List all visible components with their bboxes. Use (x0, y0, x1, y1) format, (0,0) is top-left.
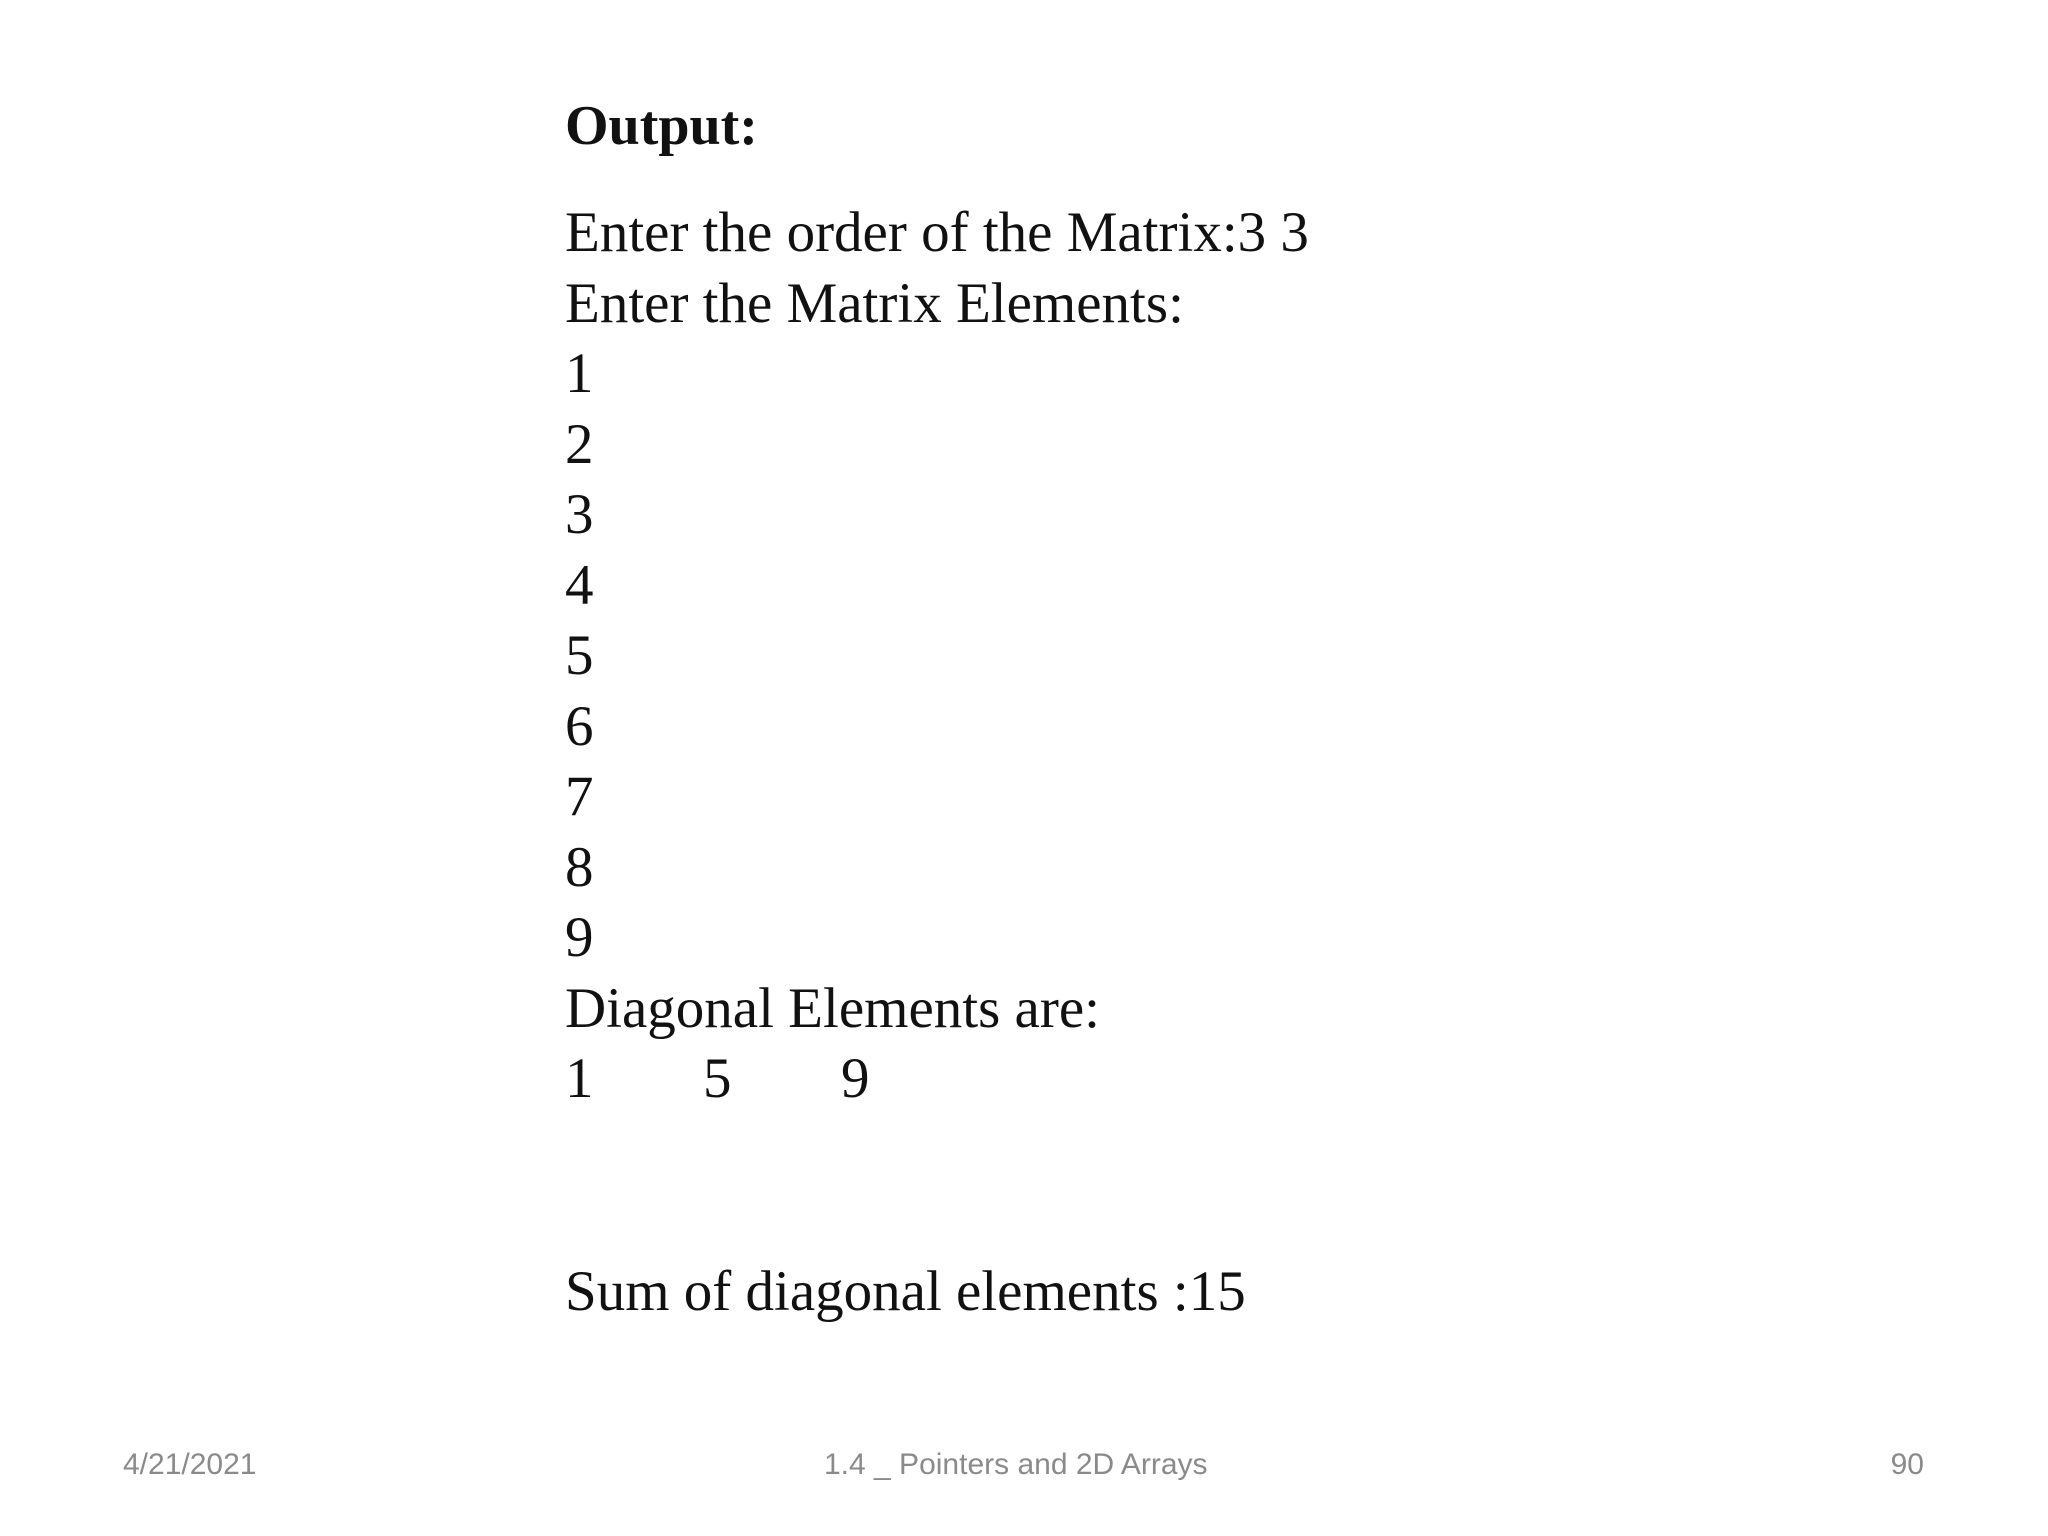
diagonal-value: 1 (565, 1047, 594, 1110)
sum-line: Sum of diagonal elements :15 (565, 1260, 1246, 1323)
console-line-element: 7 (565, 765, 594, 828)
console-line-element: 2 (565, 412, 594, 476)
console-line-element: 1 (565, 342, 594, 405)
console-line-element: 5 (565, 624, 594, 687)
output-heading: Output: (565, 95, 758, 157)
console-line-element: 8 (565, 835, 594, 899)
console-line-elements-prompt: Enter the Matrix Elements: (565, 271, 1184, 335)
console-line-element: 9 (565, 906, 594, 969)
console-line-diagonal-label: Diagonal Elements are: (565, 976, 1100, 1040)
footer-page-number: 90 (1890, 1448, 1924, 1481)
footer-title: 1.4 _ Pointers and 2D Arrays (824, 1448, 1208, 1481)
diagonal-value: 5 (703, 1047, 732, 1110)
console-line-element: 4 (565, 553, 594, 617)
diagonal-value: 9 (841, 1047, 870, 1110)
console-line-order-prompt: Enter the order of the Matrix:3 3 (565, 201, 1309, 264)
program-output-image (565, 90, 1465, 1340)
diagonal-values-row (565, 1044, 1309, 1115)
console-output (565, 198, 1309, 1115)
console-line-element: 3 (565, 483, 594, 546)
footer-date: 4/21/2021 (123, 1448, 257, 1481)
console-line-element: 6 (565, 694, 594, 758)
